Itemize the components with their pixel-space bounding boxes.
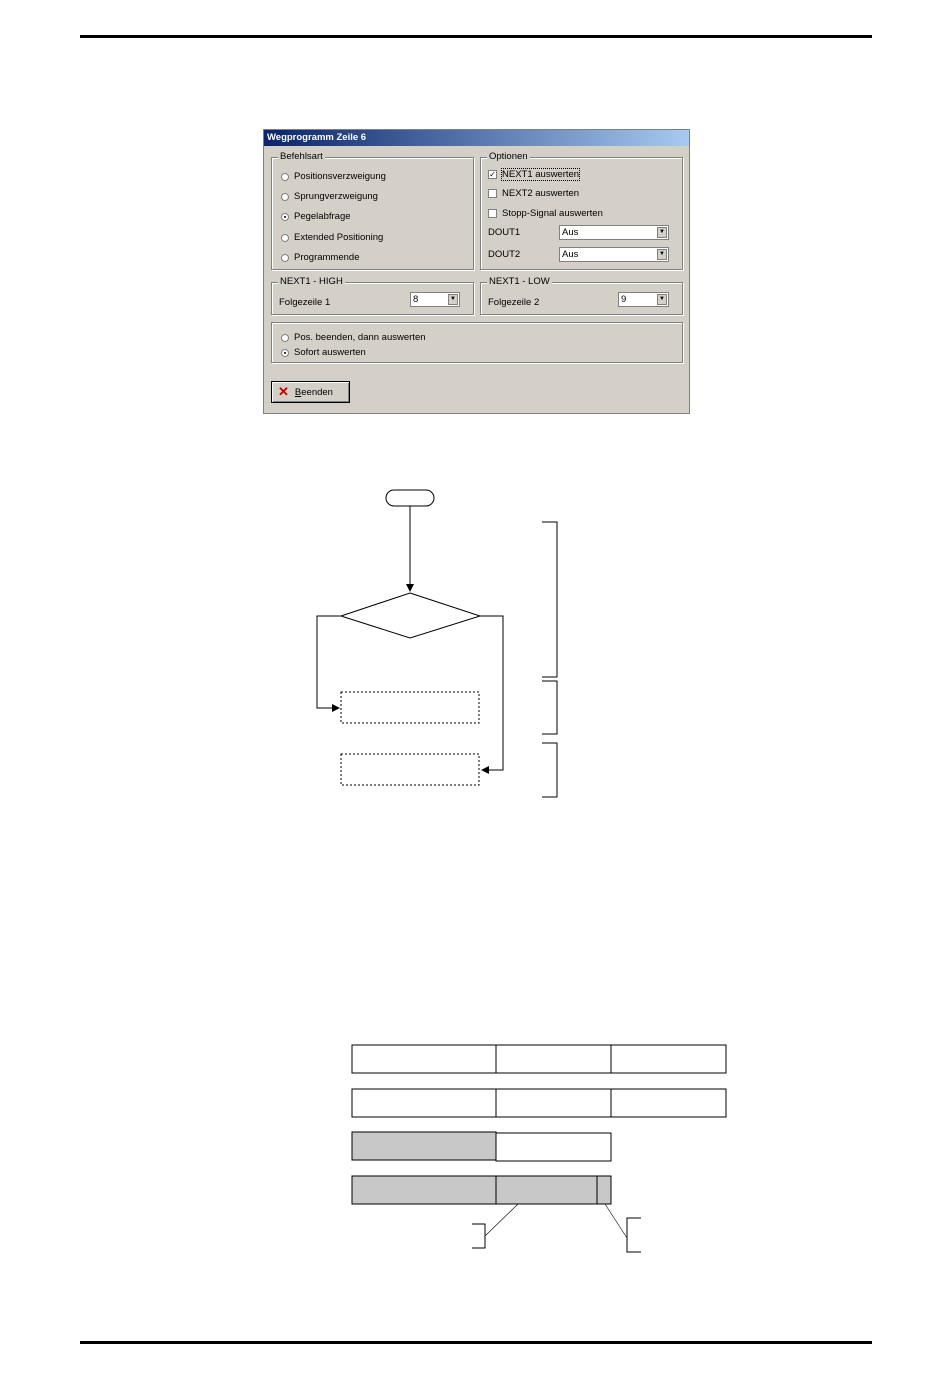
folgezeile1-value: 8 bbox=[413, 294, 419, 305]
next1-low-label: NEXT1 - LOW bbox=[489, 276, 550, 287]
target-box-low bbox=[341, 754, 479, 785]
bar-row-2 bbox=[352, 1089, 726, 1117]
folgezeile2-label: Folgezeile 2 bbox=[488, 297, 540, 308]
decision-diamond bbox=[341, 593, 480, 638]
callout-line-2 bbox=[605, 1204, 627, 1238]
folgezeile2-value: 9 bbox=[621, 294, 627, 305]
dropdown-arrow-icon: ▼ bbox=[448, 294, 458, 305]
beenden-label: Beenden bbox=[294, 386, 333, 398]
target-box-high bbox=[341, 692, 479, 723]
check-label: Stopp-Signal auswerten bbox=[502, 208, 603, 219]
optionen-label: Optionen bbox=[489, 151, 528, 162]
next1-high-label: NEXT1 - HIGH bbox=[280, 276, 343, 287]
radio-label: Positionsverzweigung bbox=[294, 171, 386, 182]
bracket-3 bbox=[542, 743, 557, 797]
flow-line-left bbox=[317, 616, 341, 708]
bar-row-3 bbox=[352, 1132, 611, 1161]
dropdown-arrow-icon: ▼ bbox=[657, 227, 667, 238]
radio-label: Pos. beenden, dann auswerten bbox=[294, 332, 426, 343]
check-label: NEXT1 auswerten bbox=[502, 169, 580, 180]
bottom-rule bbox=[80, 1341, 872, 1344]
radio-label: Extended Positioning bbox=[294, 232, 384, 243]
radio-label: Sprungverzweigung bbox=[294, 191, 378, 202]
radio-label: Sofort auswerten bbox=[294, 347, 366, 358]
radio-label: Pegelabfrage bbox=[294, 211, 351, 222]
folgezeile1-label: Folgezeile 1 bbox=[279, 297, 331, 308]
bracket-2 bbox=[542, 681, 557, 734]
dropdown-arrow-icon: ▼ bbox=[657, 249, 667, 260]
dout2-value: Aus bbox=[562, 249, 579, 260]
radio-label: Programmende bbox=[294, 252, 360, 263]
dialog-title: Wegprogramm Zeile 6 bbox=[264, 130, 689, 146]
start-terminal bbox=[386, 490, 434, 506]
dropdown-arrow-icon: ▼ bbox=[657, 294, 667, 305]
flow-line-right bbox=[480, 616, 503, 770]
befehlsart-label: Befehlsart bbox=[280, 151, 323, 162]
dout1-label: DOUT1 bbox=[488, 227, 521, 238]
bracket-1 bbox=[542, 522, 557, 677]
callout-line-1 bbox=[485, 1204, 518, 1236]
check-label: NEXT2 auswerten bbox=[502, 188, 580, 199]
checkbox-icon: ✓ bbox=[489, 170, 496, 179]
dout2-label: DOUT2 bbox=[488, 249, 521, 260]
callout-bracket-2 bbox=[627, 1218, 641, 1252]
close-x-icon: ✕ bbox=[278, 384, 289, 399]
callout-bracket-1 bbox=[472, 1224, 485, 1248]
bar-row-1 bbox=[352, 1045, 726, 1073]
bar-row-4 bbox=[352, 1176, 611, 1204]
dout1-value: Aus bbox=[562, 227, 579, 238]
